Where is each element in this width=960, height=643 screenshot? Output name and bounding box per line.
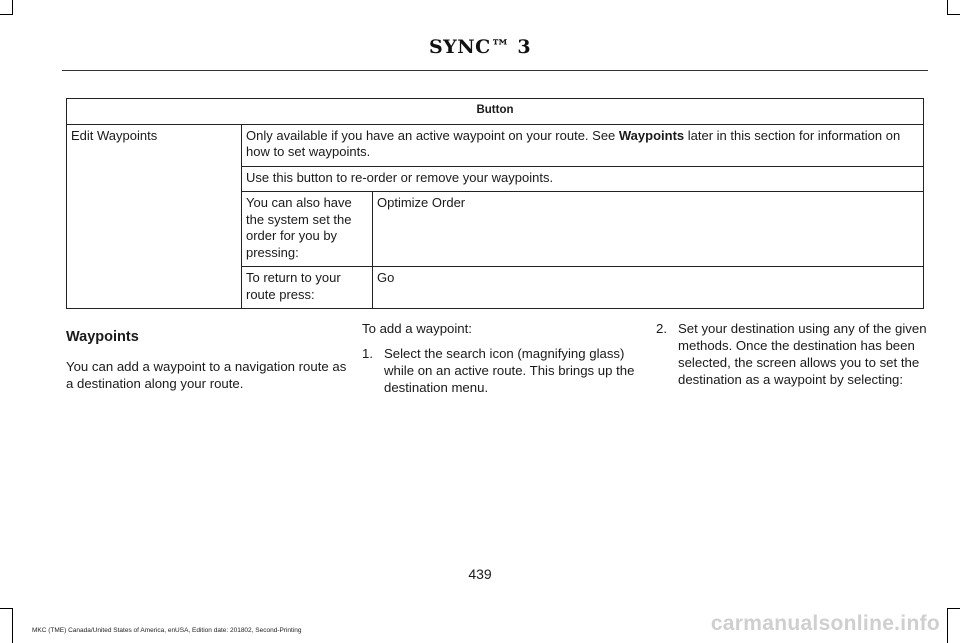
description-text: Only available if you have an active waypoint on your route. See xyxy=(246,127,619,143)
table-header-button: Button xyxy=(67,99,924,125)
crop-mark-bottom-left xyxy=(0,608,13,643)
go-cell: Go xyxy=(373,267,924,309)
table-row xyxy=(67,124,924,166)
step-number: 1. xyxy=(362,346,373,361)
button-table xyxy=(66,98,924,309)
list-item xyxy=(656,320,928,388)
page-header-title: SYNC™ 3 xyxy=(428,36,532,58)
description-cell xyxy=(242,124,924,166)
section-heading-waypoints: Waypoints xyxy=(66,329,139,345)
crop-mark-bottom-right xyxy=(947,608,960,643)
step-text: Set your destination using any of the given methods. Once the destination has been selected, the screen allows you to set the destination as a waypoint by selecting: xyxy=(678,321,927,387)
crop-mark-top-right xyxy=(947,0,960,15)
reorder-cell: Use this button to re-order or remove your waypoints. xyxy=(242,166,924,192)
button-name-cell: Edit Waypoints xyxy=(67,124,242,309)
body-column-2 xyxy=(362,320,644,396)
body-column-3 xyxy=(656,320,928,388)
waypoints-paragraph: You can add a waypoint to a navigation route as a destination along your route. xyxy=(66,359,347,391)
edition-footer: MKC (TME) Canada/United States of America, enUSA, Edition date: 201802, Second-Printing xyxy=(32,627,302,634)
body-column-1 xyxy=(66,320,348,392)
header-divider xyxy=(62,70,928,71)
waypoints-reference: Waypoints xyxy=(618,127,685,143)
watermark: carmanualsonline.info xyxy=(710,612,940,635)
crop-mark-top-left xyxy=(0,0,13,15)
step-text: Select the search icon (magnifying glass) while on an active route. This brings up the destination menu. xyxy=(384,346,635,395)
description-text-cont: later in this section for information on how to set waypoints. xyxy=(246,127,901,159)
step-number: 2. xyxy=(656,321,667,336)
add-waypoint-intro: To add a waypoint: xyxy=(362,321,472,336)
table-header-row xyxy=(67,99,924,125)
return-label-cell: To return to your route press: xyxy=(242,267,373,309)
list-item xyxy=(362,345,644,396)
page-number: 439 xyxy=(468,566,492,582)
optimize-label-cell: You can also have the system set the order for you by pressing: xyxy=(242,192,373,267)
optimize-order-cell: Optimize Order xyxy=(373,192,924,267)
